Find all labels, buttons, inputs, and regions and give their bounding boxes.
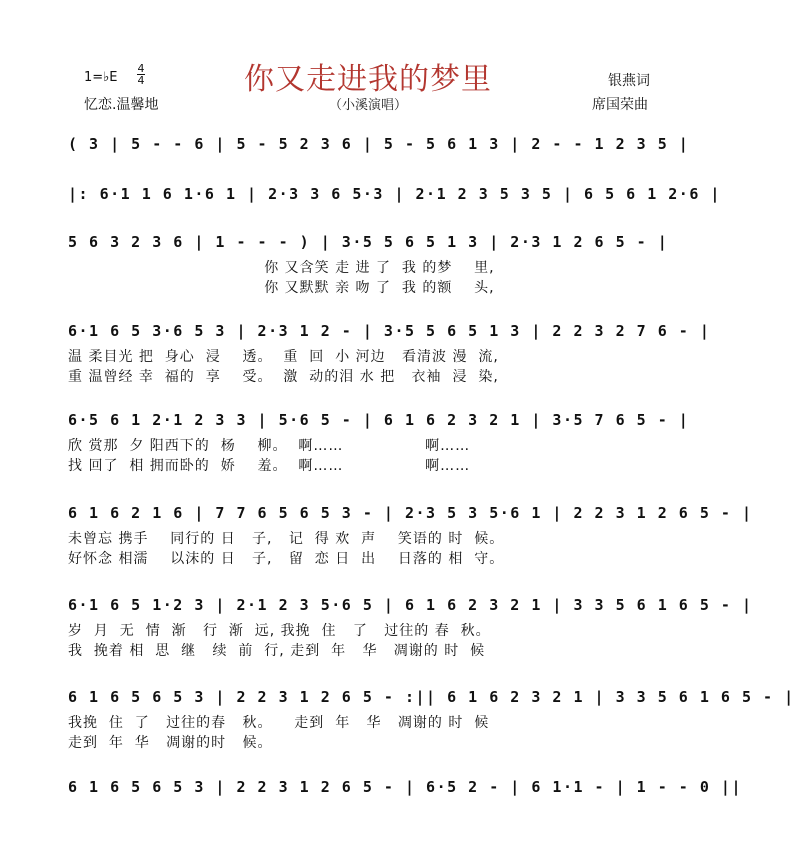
lyric-verse-1: 岁 月 无 情 渐 行 渐 远, 我挽 住 了 过往的 春 秋。 [68, 623, 491, 639]
time-signature-bottom: 4 [137, 74, 145, 87]
notation-line: 6 1 6 5 6 5 3 | 2 2 3 1 2 6 5 - :|| 6 1 6 2 3 2 1 | 3 3 5 6 1 6 5 - | [68, 688, 795, 706]
lyric-verse-2: 找 回了 相 拥而卧的 娇 羞。 啊…… 啊…… [68, 458, 471, 474]
lyric-verse-2: 重 温曾经 幸 福的 享 受。 激 动的泪 水 把 衣袖 浸 染, [68, 369, 499, 385]
lyric-verse-1: 未曾忘 携手 同行的 日 子, 记 得 欢 声 笑语的 时 候。 [68, 531, 505, 547]
lyric-verse-2: 你 又默默 亲 吻 了 我 的额 头, [68, 280, 495, 296]
lyric-verse-1: 你 又含笑 走 进 了 我 的梦 里, [68, 260, 495, 276]
notation-line: 6 1 6 2 1 6 | 7 7 6 5 6 5 3 - | 2·3 5 3 5·6 1 | 2 2 3 1 2 6 5 - | [68, 504, 753, 522]
lyric-verse-2: 我 挽着 相 思 继 续 前 行, 走到 年 华 凋谢的 时 候 [68, 643, 486, 659]
song-title: 你又走进我的梦里 [244, 62, 492, 97]
key-signature: 1=♭E [84, 70, 118, 85]
lyric-verse-2: 走到 年 华 凋谢的时 候。 [68, 735, 273, 751]
time-signature [137, 63, 145, 86]
lyric-verse-1: 欣 赏那 夕 阳西下的 杨 柳。 啊…… 啊…… [68, 438, 471, 454]
notation-line: 5 6 3 2 3 6 | 1 - - - ) | 3·5 5 6 5 1 3 | 2·3 1 2 6 5 - | [68, 233, 669, 251]
performer-subtitle: （小溪演唱） [328, 98, 407, 113]
notation-line: |: 6·1 1 6 1·6 1 | 2·3 3 6 5·3 | 2·1 2 3 5 3 5 | 6 5 6 1 2·6 | [68, 185, 721, 203]
lyricist-credit: 银燕词 [608, 73, 650, 89]
notation-line: 6·5 6 1 2·1 2 3 3 | 5·6 5 - | 6 1 6 2 3 2 1 | 3·5 7 6 5 - | [68, 411, 690, 429]
lyric-verse-2: 好怀念 相濡 以沫的 日 子, 留 恋 日 出 日落的 相 守。 [68, 551, 505, 567]
lyric-verse-1: 我挽 住 了 过往的春 秋。 走到 年 华 凋谢的 时 候 [68, 715, 490, 731]
time-signature-top: 4 [137, 62, 145, 75]
notation-line: ( 3 | 5 - - 6 | 5 - 5 2 3 6 | 5 - 5 6 1 3 | 2 - - 1 2 3 5 | [68, 135, 690, 153]
composer-credit: 席国荣曲 [592, 97, 648, 113]
notation-line: 6·1 6 5 3·6 5 3 | 2·3 1 2 - | 3·5 5 6 5 1 3 | 2 2 3 2 7 6 - | [68, 322, 711, 340]
lyric-verse-1: 温 柔目光 把 身心 浸 透。 重 回 小 河边 看清波 漫 流, [68, 349, 499, 365]
notation-line: 6 1 6 5 6 5 3 | 2 2 3 1 2 6 5 - | 6·5 2 - | 6 1·1 - | 1 - - 0 || [68, 778, 742, 796]
performance-mood: 忆恋.温馨地 [84, 97, 159, 113]
notation-line: 6·1 6 5 1·2 3 | 2·1 2 3 5·6 5 | 6 1 6 2 3 2 1 | 3 3 5 6 1 6 5 - | [68, 596, 753, 614]
